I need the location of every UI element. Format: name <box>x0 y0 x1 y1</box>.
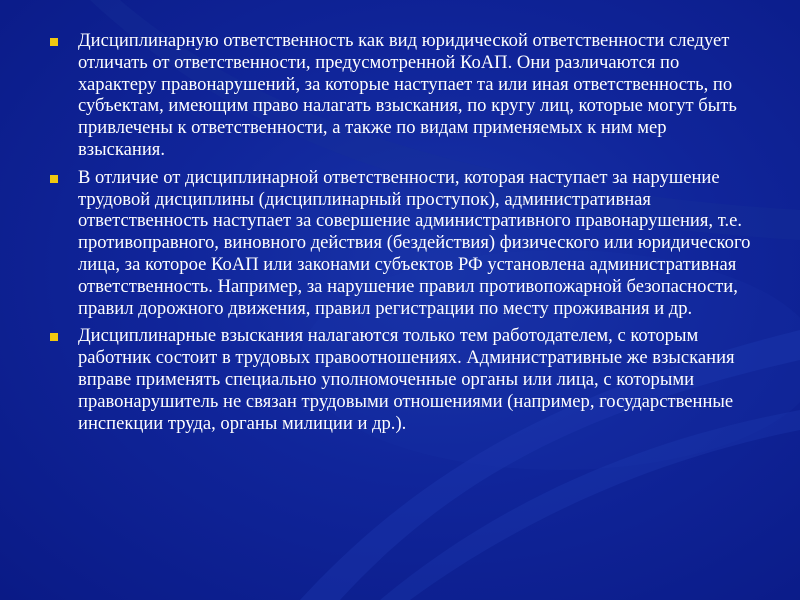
list-item <box>46 30 758 161</box>
bullet-list <box>46 30 758 434</box>
square-bullet-icon <box>50 333 58 341</box>
list-item <box>46 325 758 434</box>
slide-content <box>46 30 758 440</box>
square-bullet-icon <box>50 175 58 183</box>
paragraph-text: В отличие от дисциплинарной ответственности, которая наступает за нарушение трудовой дисциплины (дисциплинарный проступок), административная ответственность наступает за совершение административного правонарушения, т.е. противоправного, виновного действия (бездействия) физического или юридического лица, за которое КоАП или законами субъектов РФ установлена административная ответственность. Например, за нарушение правил противопожарной безопасности, правил дорожного движения, правил регистрации по месту проживания и др. <box>78 166 751 319</box>
list-item <box>46 167 758 320</box>
paragraph-text: Дисциплинарную ответственность как вид юридической ответственности следует отличать от ответственности, предусмотренной КоАП. Они различаются по характеру правонарушений, за которые наступает та или иная ответственность, по субъектам, имеющим право налагать взыскания, по кругу лиц, которые могут быть привлечены к ответственности, а также по видам применяемых к ним мер взыскания. <box>78 30 737 160</box>
square-bullet-icon <box>50 38 58 46</box>
paragraph-text: Дисциплинарные взыскания налагаются только тем работодателем, с которым работник состоит в трудовых правоотношениях. Административные же взыскания вправе применять специально уполномоченные органы или лица, с которыми правонарушитель не связан трудовыми отношениями (например, государственные инспекции труда, органы милиции и др.). <box>78 325 735 434</box>
